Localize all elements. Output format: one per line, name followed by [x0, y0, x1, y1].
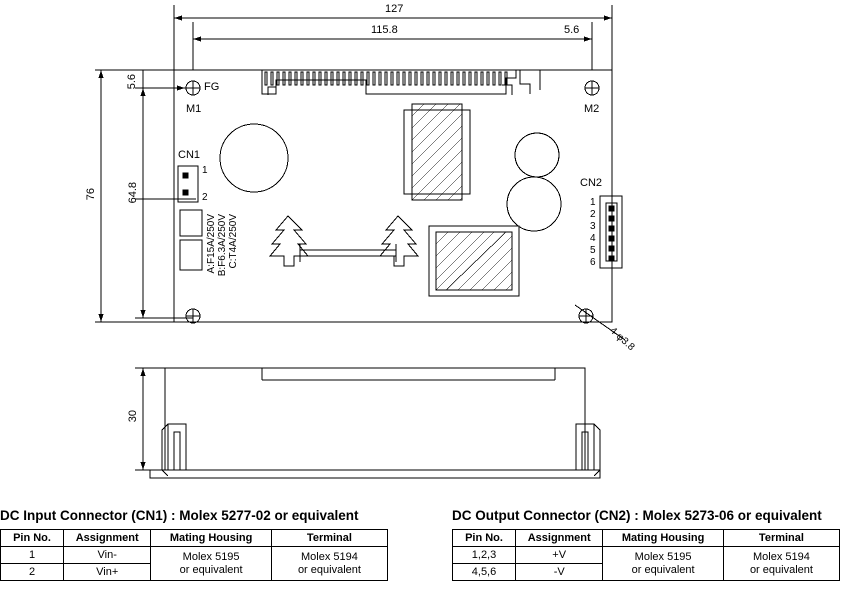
label-cn1-pin-1: 1 [202, 165, 208, 176]
dim-side-height: 30 [127, 410, 139, 423]
label-fg: FG [204, 81, 220, 93]
cell-pin: 1 [1, 547, 64, 564]
col-pin-no: Pin No. [453, 530, 516, 547]
cell-mating-housing [151, 547, 272, 581]
cell-pin: 4,5,6 [453, 564, 516, 581]
output-connector-title: DC Output Connector (CN2) : Molex 5273-06 or equivalent [452, 508, 822, 523]
output-connector-section [452, 508, 840, 581]
col-assignment: Assignment [64, 530, 151, 547]
terminal-name: Molex 5194 [301, 550, 358, 563]
cell-pin: 1,2,3 [453, 547, 516, 564]
label-cn2-pin-4: 4 [590, 233, 596, 244]
col-pin-no: Pin No. [1, 530, 64, 547]
housing-sub: or equivalent [631, 563, 695, 576]
dim-left-offset: 5.6 [126, 74, 138, 90]
label-cn2-pin-3: 3 [590, 221, 596, 232]
input-connector-title: DC Input Connector (CN1) : Molex 5277-02 or equivalent [0, 508, 359, 523]
cell-terminal [723, 547, 839, 581]
cell-assignment: Vin+ [64, 564, 151, 581]
table-header-row [1, 530, 388, 547]
table-row [1, 547, 388, 564]
input-connector-section [0, 508, 388, 581]
col-assignment: Assignment [516, 530, 603, 547]
label-fuse-note-a: A:F15A/250V [206, 214, 217, 274]
cell-assignment: +V [516, 547, 603, 564]
terminal-sub: or equivalent [297, 563, 361, 576]
dim-top-overall: 127 [385, 3, 404, 15]
table-row [453, 547, 840, 564]
label-cn1-pin-2: 2 [202, 192, 208, 203]
dim-left-overall: 76 [85, 188, 97, 201]
terminal-name: Molex 5194 [753, 550, 810, 563]
dim-top-inner: 115.8 [371, 24, 398, 36]
label-fuse-note-c: C:T4A/250V [228, 214, 239, 269]
label-m1: M1 [186, 103, 202, 115]
output-connector-table [452, 529, 840, 581]
housing-sub: or equivalent [179, 563, 243, 576]
cell-mating-housing [603, 547, 724, 581]
cell-assignment: -V [516, 564, 603, 581]
col-mating-housing: Mating Housing [603, 530, 724, 547]
terminal-sub: or equivalent [749, 563, 813, 576]
label-hole-note: 4-φ3.8 [607, 325, 637, 354]
table-header-row [453, 530, 840, 547]
housing-name: Molex 5195 [182, 550, 240, 563]
label-cn2-pin-1: 1 [590, 197, 596, 208]
label-m2: M2 [584, 103, 600, 115]
col-terminal: Terminal [723, 530, 839, 547]
housing-name: Molex 5195 [634, 550, 692, 563]
label-cn1: CN1 [178, 149, 201, 161]
input-connector-table [0, 529, 388, 581]
dim-top-right-offset: 5.6 [564, 24, 580, 36]
label-cn2: CN2 [580, 177, 603, 189]
label-cn2-pin-5: 5 [590, 245, 596, 256]
label-fuse-note-b: B:F6.3A/250V [217, 214, 228, 277]
label-cn2-pin-6: 6 [590, 257, 596, 268]
cell-pin: 2 [1, 564, 64, 581]
cell-terminal [271, 547, 387, 581]
col-terminal: Terminal [271, 530, 387, 547]
col-mating-housing: Mating Housing [151, 530, 272, 547]
label-cn2-pin-2: 2 [590, 209, 596, 220]
dim-left-inner: 64.8 [127, 182, 139, 204]
cell-assignment: Vin- [64, 547, 151, 564]
